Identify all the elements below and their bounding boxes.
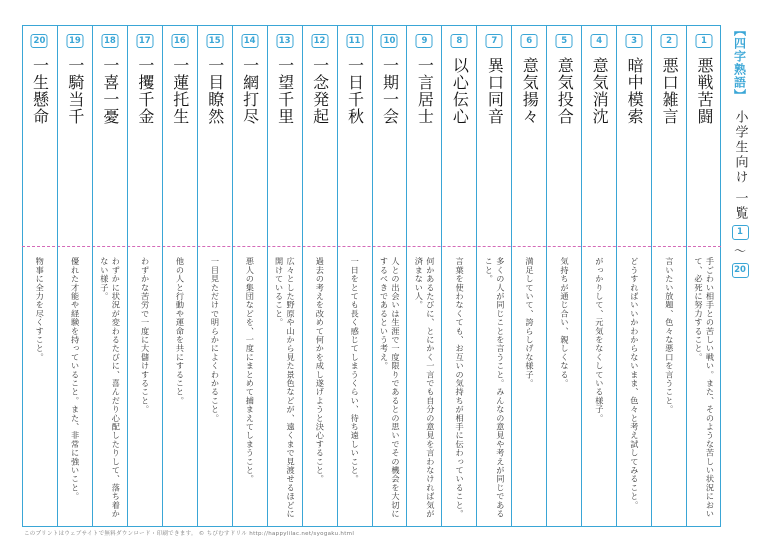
entry-idiom: 悪口雑言 (660, 57, 680, 125)
entry-column (546, 25, 581, 527)
entry-number-badge: 9 (416, 34, 433, 48)
entry-meaning: わずかな苦労で一度に大儲けすること。 (140, 257, 151, 414)
entry-meaning: 一日をとても長く感じてしまうくらい、待ち遠しいこと。 (350, 257, 361, 484)
footer-note: このプリントはウェブサイトで無料ダウンロード・印刷できます。 © ちびむすドリル http://happylilac.net/syogaku.html (24, 531, 355, 537)
entry-idiom: 異口同音 (485, 57, 505, 125)
entry-meaning: 広々とした野原や山から見た景色などが、遠くまで見渡せるほどに開けていること。 (274, 257, 297, 518)
entry-idiom: 意気投合 (555, 57, 575, 125)
entry-column (476, 25, 511, 527)
entry-column (267, 25, 302, 527)
entry-number-badge: 20 (31, 34, 48, 48)
entry-meaning: どうすればいいかわからないまま、色々と考え試してみること。 (629, 257, 640, 510)
entry-column (92, 25, 127, 527)
entry-column (57, 25, 92, 527)
entry-idiom: 一蓮托生 (170, 57, 190, 125)
entry-number-badge: 11 (346, 34, 363, 48)
entry-meaning: 満足していて、誇らしげな様子。 (525, 257, 536, 388)
entry-idiom: 一目瞭然 (205, 57, 225, 125)
category-label: 【四字熟語】 (732, 24, 747, 102)
entry-meaning: 人との出会いは生涯で一度限りであるとの思いでその機会を大切にするべきであるという考え。 (379, 257, 401, 518)
page-title: 小学生向け 一覧 (732, 110, 748, 222)
range-end-badge: 20 (732, 263, 749, 278)
entry-column (127, 25, 162, 527)
range-separator: 〜 (733, 244, 746, 259)
entry-meaning: 悪人の集団などを、一度にまとめて捕まえてしまうこと。 (245, 257, 256, 484)
entry-number-badge: 17 (136, 34, 153, 48)
entry-column (162, 25, 197, 527)
entry-idiom: 一網打尽 (240, 57, 260, 125)
entry-number-badge: 3 (626, 34, 643, 48)
entry-number-badge: 13 (276, 34, 293, 48)
entry-meaning: 何かあるたびに、とにかく一言でも自分の意見を言わなければ気が済まない人。 (414, 257, 436, 518)
entry-number-badge: 7 (486, 34, 503, 48)
entry-number-badge: 5 (556, 34, 573, 48)
entry-idiom: 一生懸命 (30, 57, 50, 125)
entry-column (651, 25, 686, 527)
entry-idiom: 一望千里 (275, 57, 295, 125)
entry-number-badge: 1 (696, 34, 713, 48)
entry-idiom: 意気消沈 (590, 57, 610, 125)
entry-column (511, 25, 546, 527)
entry-meaning: 優れた才能や経験を持っていること。また、非常に強いこと。 (70, 257, 81, 501)
entry-meaning: 物事に全力を尽くすこと。 (35, 257, 46, 362)
range-start-badge: 1 (732, 225, 749, 240)
entry-idiom: 一日千秋 (345, 57, 365, 125)
entry-column (372, 25, 407, 527)
entry-column (232, 25, 267, 527)
entry-meaning: がっかりして、元気をなくしている様子。 (594, 257, 605, 423)
entry-meaning: 手ごわい相手との苦しい戦い。また、そのような苦しい状況において、必死に努力すること。 (694, 257, 716, 518)
entry-idiom: 以心伝心 (450, 57, 470, 125)
entry-number-badge: 8 (451, 34, 468, 48)
entry-column (616, 25, 651, 527)
entry-meaning: 一目見ただけで明らかによくわかること。 (210, 257, 221, 423)
entry-idiom: 一騎当千 (65, 57, 85, 125)
entry-meaning: 過去の考えを改めて何かを成し遂げようと決心すること。 (315, 257, 326, 484)
entry-meaning: 言葉を使わなくても、お互いの気持ちが相手に伝わっていること。 (455, 257, 466, 518)
entry-idiom: 悪戦苦闘 (695, 57, 715, 125)
entry-column (581, 25, 616, 527)
entry-column (337, 25, 372, 527)
entry-idiom: 一攫千金 (135, 57, 155, 125)
entry-meaning: 多くの人が同じことを言うこと。みんなの意見や考えが同じであること。 (484, 257, 506, 518)
entry-column (686, 25, 721, 527)
entry-column (302, 25, 337, 527)
entry-column (22, 25, 57, 527)
entry-column (406, 25, 441, 527)
entry-idiom: 意気揚々 (520, 57, 540, 125)
entry-number-badge: 18 (101, 34, 118, 48)
entry-idiom: 暗中模索 (625, 57, 645, 125)
entry-number-badge: 19 (66, 34, 83, 48)
entry-number-badge: 15 (206, 34, 223, 48)
entry-idiom: 一喜一憂 (100, 57, 120, 125)
entry-meaning: 他の人と行動や運命を共にすること。 (175, 257, 186, 405)
entry-meaning: 気持ちが通じ合い、親しくなる。 (559, 257, 570, 388)
entry-number-badge: 10 (381, 34, 398, 48)
entry-number-badge: 12 (311, 34, 328, 48)
entry-idiom: 一念発起 (310, 57, 330, 125)
entry-number-badge: 16 (171, 34, 188, 48)
entry-number-badge: 14 (241, 34, 258, 48)
entry-idiom: 一言居士 (415, 57, 435, 125)
sheet-sidebar (725, 22, 755, 278)
entry-meaning: わずかに状況が変わるたびに、喜んだり心配したりして、落ち着かない様子。 (99, 257, 122, 518)
entry-number-badge: 2 (661, 34, 678, 48)
entry-number-badge: 6 (521, 34, 538, 48)
entry-number-badge: 4 (591, 34, 608, 48)
entry-meaning: 言いたい放題、色々な悪口を言うこと。 (664, 257, 675, 414)
entry-column (197, 25, 232, 527)
entry-column (441, 25, 476, 527)
entry-idiom: 一期一会 (380, 57, 400, 125)
